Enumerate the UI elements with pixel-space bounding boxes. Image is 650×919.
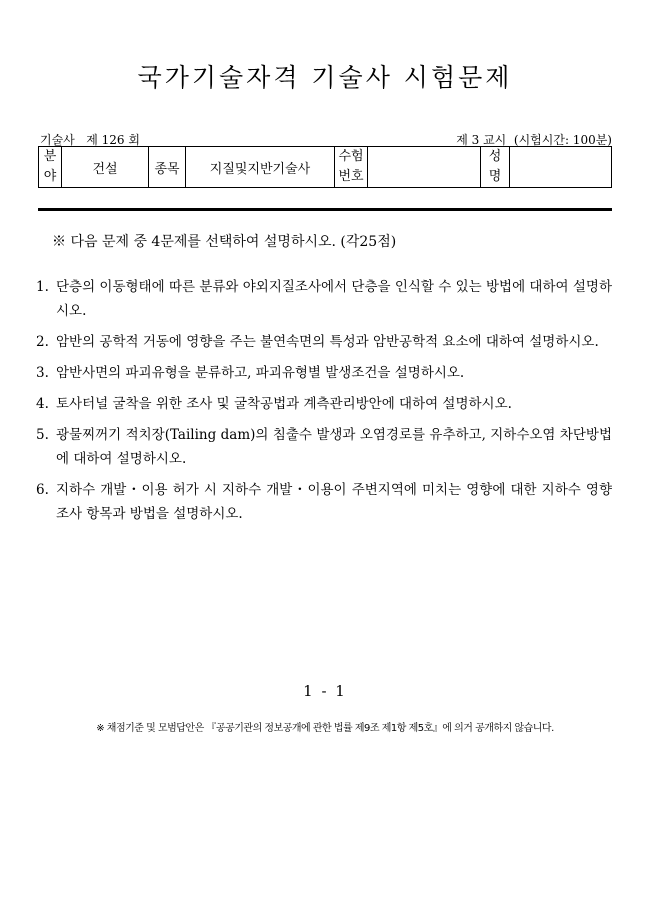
question-text: 토사터널 굴착을 위한 조사 및 굴착공법과 계측관리방안에 대하여 설명하시오.: [56, 396, 512, 412]
category-label: 종목: [149, 147, 186, 188]
exam-session: 제 3 교시 (시험시간: 100분): [456, 133, 612, 147]
question-number: 6.: [36, 482, 49, 498]
instructions: ※ 다음 문제 중 4문제를 선택하여 설명하시오. (각25점): [52, 234, 397, 250]
divider: [38, 208, 612, 211]
exam-number-label-cell: [335, 147, 368, 188]
question-number: 2.: [36, 334, 49, 350]
field-label-2: 야: [43, 169, 57, 184]
question-text: 광물찌꺼기 적치장(Tailing dam)의 침출수 발생과 오염경로를 유추하고, 지하수오염 차단방법에 대하여 설명하시오.: [56, 427, 612, 467]
page-title: 국가기술자격 기술사 시험문제: [137, 63, 513, 92]
field-label-1: 분: [43, 149, 57, 164]
question-text: 단층의 이동형태에 따른 분류와 야외지질조사에서 단층을 인식할 수 있는 방법에 대하여 설명하시오.: [56, 279, 612, 319]
footer-notice: ※ 채점기준 및 모범답안은 『공공기관의 정보공개에 관한 법률 제9조 제1항 제5호』에 의거 공개하지 않습니다.: [96, 723, 554, 734]
question-text: 지하수 개발・이용 허가 시 지하수 개발・이용이 주변지역에 미치는 영향에 대한 지하수 영향조사 항목과 방법을 설명하시오.: [56, 482, 612, 522]
question-text: 암반의 공학적 거동에 영향을 주는 불연속면의 특성과 암반공학적 요소에 대하여 설명하시오.: [56, 334, 599, 350]
question-item: [36, 423, 612, 471]
question-number: 1.: [36, 279, 49, 295]
question-list: [36, 275, 612, 533]
question-text: 암반사면의 파괴유형을 분류하고, 파괴유형별 발생조건을 설명하시오.: [56, 365, 465, 381]
question-number: 4.: [36, 396, 49, 412]
question-number: 5.: [36, 427, 49, 443]
question-number: 3.: [36, 365, 49, 381]
name-field[interactable]: [510, 147, 612, 188]
exam-info-table: [38, 146, 612, 188]
field-value: 건설: [62, 147, 149, 188]
question-item: [36, 392, 612, 416]
question-item: [36, 275, 612, 323]
exam-number-label-1: 수험: [338, 149, 364, 164]
question-item: [36, 330, 612, 354]
field-label-cell: [39, 147, 62, 188]
name-label-cell: [481, 147, 510, 188]
exam-number-field[interactable]: [368, 147, 481, 188]
question-item: [36, 361, 612, 385]
exam-round: 기술사 제 126 회: [40, 133, 140, 147]
name-label-1: 성: [488, 149, 502, 164]
question-item: [36, 478, 612, 526]
category-value: 지질및지반기술사: [186, 147, 335, 188]
page-number: 1 - 1: [303, 682, 347, 700]
exam-number-label-2: 번호: [338, 169, 364, 184]
name-label-2: 명: [488, 169, 502, 184]
